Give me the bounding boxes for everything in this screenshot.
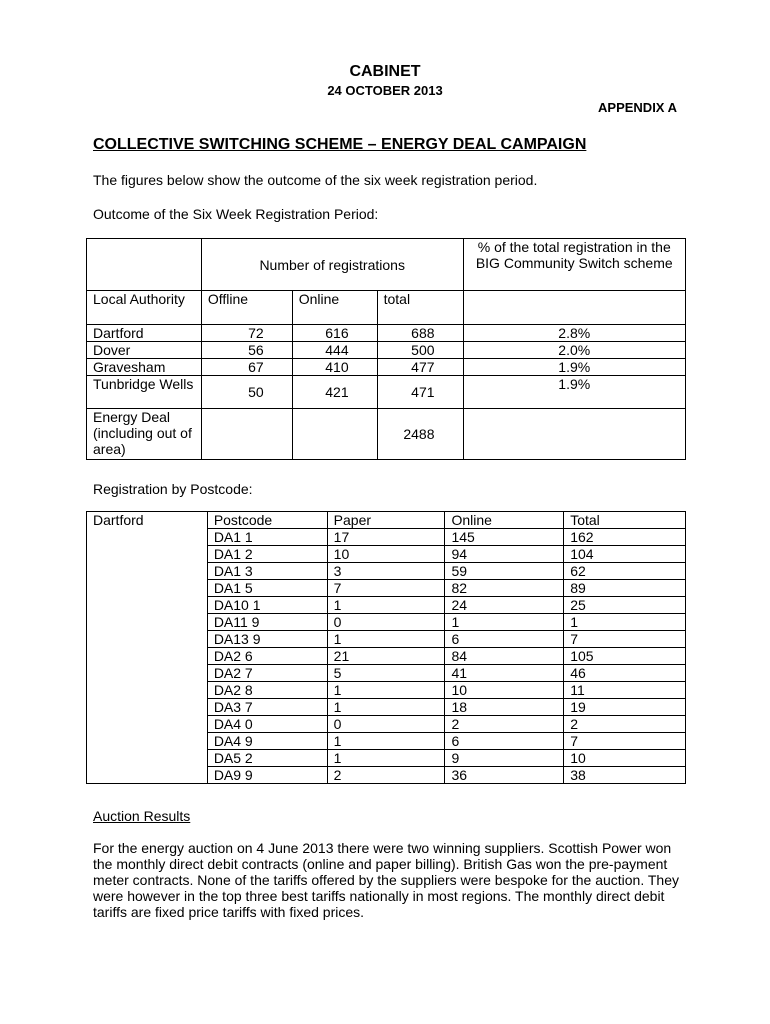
- postcode-value: DA5 2: [207, 750, 327, 767]
- postcode-value: DA3 7: [207, 699, 327, 716]
- auction-heading: Auction Results: [93, 808, 191, 824]
- offline-value: 72: [201, 325, 292, 342]
- paper-value: 5: [327, 665, 445, 682]
- paper-value: 1: [327, 750, 445, 767]
- paper-value: 2: [327, 767, 445, 784]
- total-value: 25: [564, 597, 686, 614]
- auction-body: For the energy auction on 4 June 2013 there were two winning suppliers. Scottish Power won the monthly direct debit contracts (online and paper billing). British Gas won the pre-payment meter contracts. None of the tariffs offered by the suppliers were bespoke for the auction. They were however in the top three best tariffs nationally in most regions. The monthly direct debit tariffs are fixed price tariffs with fixed prices.: [93, 840, 679, 920]
- energy-deal-total: 2488: [377, 409, 463, 460]
- offline-value: 56: [201, 342, 292, 359]
- percentage-value: 1.9%: [463, 376, 685, 409]
- postcode-value: DA13 9: [207, 631, 327, 648]
- total-value: 477: [377, 359, 463, 376]
- authority-name: Dartford: [87, 325, 202, 342]
- table-cell: [292, 409, 377, 460]
- postcode-value: DA2 6: [207, 648, 327, 665]
- col-total: total: [377, 291, 463, 325]
- doc-heading-cabinet: CABINET: [349, 63, 421, 80]
- total-value: 2: [564, 716, 686, 733]
- offline-value: 67: [201, 359, 292, 376]
- paper-value: 7: [327, 580, 445, 597]
- table-cell: [463, 409, 685, 460]
- online-value: 421: [292, 376, 377, 409]
- total-value: 46: [564, 665, 686, 682]
- percentage-value: 2.8%: [463, 325, 685, 342]
- postcode-value: DA4 0: [207, 716, 327, 733]
- online-value: 9: [445, 750, 564, 767]
- postcode-value: DA2 8: [207, 682, 327, 699]
- paper-value: 0: [327, 716, 445, 733]
- paper-value: 1: [327, 733, 445, 750]
- intro-text: The figures below show the outcome of the six week registration period.: [93, 172, 538, 188]
- authority-name: Gravesham: [87, 359, 202, 376]
- col-offline: Offline: [201, 291, 292, 325]
- online-value: 444: [292, 342, 377, 359]
- online-value: 410: [292, 359, 377, 376]
- total-value: 104: [564, 546, 686, 563]
- paper-value: 3: [327, 563, 445, 580]
- offline-value: 50: [201, 376, 292, 409]
- header-number-of-registrations: Number of registrations: [201, 239, 463, 291]
- online-value: 24: [445, 597, 564, 614]
- total-value: 89: [564, 580, 686, 597]
- postcode-value: DA11 9: [207, 614, 327, 631]
- table-header-row: [87, 512, 686, 529]
- col-online: Online: [292, 291, 377, 325]
- postcode-table: [86, 511, 686, 784]
- online-value: 94: [445, 546, 564, 563]
- postcode-value: DA1 5: [207, 580, 327, 597]
- col-total: Total: [564, 512, 686, 529]
- online-value: 616: [292, 325, 377, 342]
- area-name: Dartford: [87, 512, 208, 784]
- total-value: 38: [564, 767, 686, 784]
- total-value: 500: [377, 342, 463, 359]
- total-value: 162: [564, 529, 686, 546]
- appendix-label: APPENDIX A: [598, 100, 677, 115]
- online-value: 36: [445, 767, 564, 784]
- paper-value: 1: [327, 597, 445, 614]
- percentage-value: 2.0%: [463, 342, 685, 359]
- postcode-value: DA1 2: [207, 546, 327, 563]
- col-local-authority: Local Authority: [87, 291, 202, 325]
- total-value: 19: [564, 699, 686, 716]
- online-value: 6: [445, 631, 564, 648]
- table-cell: [201, 409, 292, 460]
- paper-value: 1: [327, 682, 445, 699]
- postcode-value: DA2 7: [207, 665, 327, 682]
- online-value: 6: [445, 733, 564, 750]
- postcode-value: DA10 1: [207, 597, 327, 614]
- page-title: COLLECTIVE SWITCHING SCHEME – ENERGY DEAL CAMPAIGN: [93, 136, 587, 153]
- online-value: 145: [445, 529, 564, 546]
- online-value: 41: [445, 665, 564, 682]
- paper-value: 17: [327, 529, 445, 546]
- total-value: 105: [564, 648, 686, 665]
- total-value: 11: [564, 682, 686, 699]
- paper-value: 1: [327, 631, 445, 648]
- authority-name: Tunbridge Wells: [87, 376, 202, 409]
- paper-value: 0: [327, 614, 445, 631]
- total-value: 7: [564, 631, 686, 648]
- online-value: 18: [445, 699, 564, 716]
- paper-value: 21: [327, 648, 445, 665]
- authority-row: [87, 342, 686, 359]
- authority-row: [87, 376, 686, 409]
- total-value: 688: [377, 325, 463, 342]
- table-header-row: [87, 239, 686, 291]
- authority-row: [87, 359, 686, 376]
- postcode-value: DA4 9: [207, 733, 327, 750]
- authority-name: Dover: [87, 342, 202, 359]
- energy-deal-label: Energy Deal (including out of area): [87, 409, 202, 460]
- header-percentage: % of the total registration in the BIG Community Switch scheme: [463, 239, 685, 291]
- online-value: 1: [445, 614, 564, 631]
- outcome-label: Outcome of the Six Week Registration Period:: [93, 206, 379, 222]
- total-value: 7: [564, 733, 686, 750]
- table-column-row: [87, 291, 686, 325]
- postcode-label: Registration by Postcode:: [93, 481, 253, 497]
- col-online: Online: [445, 512, 564, 529]
- table-cell: [463, 291, 685, 325]
- postcode-value: DA1 3: [207, 563, 327, 580]
- doc-date: 24 OCTOBER 2013: [327, 83, 443, 98]
- postcode-value: DA1 1: [207, 529, 327, 546]
- online-value: 10: [445, 682, 564, 699]
- authority-row: [87, 325, 686, 342]
- online-value: 84: [445, 648, 564, 665]
- table-cell: [87, 239, 202, 291]
- registration-outcome-table: [86, 238, 686, 460]
- total-value: 1: [564, 614, 686, 631]
- total-value: 471: [377, 376, 463, 409]
- paper-value: 10: [327, 546, 445, 563]
- energy-deal-row: [87, 409, 686, 460]
- percentage-value: 1.9%: [463, 359, 685, 376]
- total-value: 62: [564, 563, 686, 580]
- online-value: 2: [445, 716, 564, 733]
- col-postcode: Postcode: [207, 512, 327, 529]
- total-value: 10: [564, 750, 686, 767]
- col-paper: Paper: [327, 512, 445, 529]
- postcode-value: DA9 9: [207, 767, 327, 784]
- paper-value: 1: [327, 699, 445, 716]
- online-value: 82: [445, 580, 564, 597]
- online-value: 59: [445, 563, 564, 580]
